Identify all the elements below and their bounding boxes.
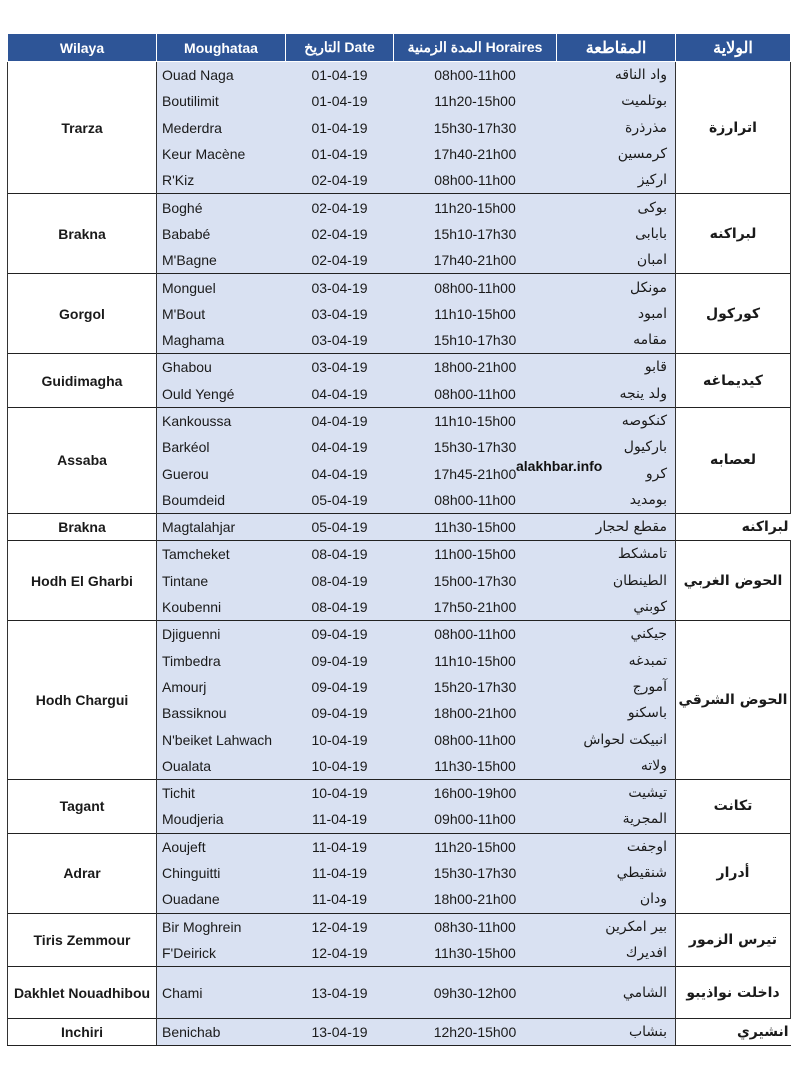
moughataa-cell: Mederdra <box>157 115 286 141</box>
moughataa-cell: Ouad Naga <box>157 62 286 89</box>
moughataa-ar-cell: آمورج <box>557 674 676 700</box>
schedule-table <box>7 33 791 1046</box>
moughataa-ar-cell: ودان <box>557 886 676 913</box>
schedule-body <box>8 62 791 1046</box>
wilaya-cell: Dakhlet Nouadhibou <box>8 967 157 1019</box>
moughataa-ar-cell: ولاته <box>557 753 676 780</box>
horaires-cell: 11h20-15h00 <box>394 833 557 860</box>
wilaya-cell: Hodh El Gharbi <box>8 541 157 621</box>
horaires-cell: 08h00-11h00 <box>394 62 557 89</box>
moughataa-cell: Koubenni <box>157 594 286 621</box>
date-cell: 12-04-19 <box>286 913 394 940</box>
date-cell: 04-04-19 <box>286 460 394 486</box>
moughataa-cell: F'Deirick <box>157 940 286 967</box>
wilaya-ar-cell: لبراكنه <box>676 194 791 274</box>
date-cell: 04-04-19 <box>286 434 394 460</box>
horaires-cell: 11h30-15h00 <box>394 753 557 780</box>
moughataa-ar-cell: كوبني <box>557 594 676 621</box>
table-row <box>8 514 791 541</box>
table-row <box>8 913 791 940</box>
moughataa-cell: Barkéol <box>157 434 286 460</box>
horaires-cell: 11h20-15h00 <box>394 88 557 114</box>
date-cell: 02-04-19 <box>286 221 394 247</box>
date-cell: 04-04-19 <box>286 381 394 408</box>
table-row <box>8 354 791 381</box>
date-cell: 05-04-19 <box>286 487 394 514</box>
moughataa-cell: Benichab <box>157 1019 286 1046</box>
horaires-cell: 11h20-15h00 <box>394 194 557 221</box>
moughataa-ar-cell: بوكى <box>557 194 676 221</box>
moughataa-ar-cell: باسكنو <box>557 700 676 726</box>
wilaya-ar-cell: الحوض الشرقي <box>676 621 791 780</box>
date-cell: 09-04-19 <box>286 621 394 648</box>
date-cell: 12-04-19 <box>286 940 394 967</box>
date-cell: 02-04-19 <box>286 247 394 274</box>
moughataa-cell: Bir Moghrein <box>157 913 286 940</box>
table-row <box>8 833 791 860</box>
header-row <box>8 34 791 62</box>
moughataa-ar-cell: الطينطان <box>557 568 676 594</box>
wilaya-ar-cell: تيرس الزمور <box>676 913 791 967</box>
moughataa-cell: Boghé <box>157 194 286 221</box>
horaires-cell: 15h10-17h30 <box>394 327 557 354</box>
wilaya-ar-cell: تكانت <box>676 780 791 834</box>
moughataa-ar-cell: ولد ينجه <box>557 381 676 408</box>
horaires-cell: 11h30-15h00 <box>394 940 557 967</box>
table-row <box>8 780 791 807</box>
moughataa-cell: Magtalahjar <box>157 514 286 541</box>
moughataa-ar-cell: قابو <box>557 354 676 381</box>
header-wilaya: Wilaya <box>8 34 157 62</box>
horaires-cell: 09h00-11h00 <box>394 806 557 833</box>
moughataa-cell: R'Kiz <box>157 167 286 194</box>
date-cell: 08-04-19 <box>286 568 394 594</box>
date-cell: 03-04-19 <box>286 274 394 301</box>
date-cell: 13-04-19 <box>286 967 394 1019</box>
wilaya-ar-cell: لعصابه <box>676 407 791 513</box>
horaires-cell: 17h40-21h00 <box>394 141 557 167</box>
table-row <box>8 407 791 434</box>
moughataa-ar-cell: اركيز <box>557 167 676 194</box>
date-cell: 02-04-19 <box>286 194 394 221</box>
moughataa-cell: Moudjeria <box>157 806 286 833</box>
horaires-cell: 09h30-12h00 <box>394 967 557 1019</box>
moughataa-ar-cell: تمبدغه <box>557 648 676 674</box>
date-cell: 10-04-19 <box>286 726 394 752</box>
date-cell: 01-04-19 <box>286 88 394 114</box>
horaires-cell: 18h00-21h00 <box>394 886 557 913</box>
moughataa-cell: Keur Macène <box>157 141 286 167</box>
date-cell: 08-04-19 <box>286 594 394 621</box>
moughataa-ar-cell: مذرذرة <box>557 115 676 141</box>
moughataa-ar-cell: مونكل <box>557 274 676 301</box>
date-cell: 10-04-19 <box>286 780 394 807</box>
horaires-cell: 17h50-21h00 <box>394 594 557 621</box>
moughataa-ar-cell: باركيول <box>557 434 676 460</box>
date-cell: 01-04-19 <box>286 115 394 141</box>
moughataa-cell: Boumdeid <box>157 487 286 514</box>
moughataa-cell: M'Bagne <box>157 247 286 274</box>
moughataa-ar-cell: اوجفت <box>557 833 676 860</box>
horaires-cell: 08h00-11h00 <box>394 726 557 752</box>
moughataa-ar-cell: انبيكت لحواش <box>557 726 676 752</box>
moughataa-ar-cell: بوتلميت <box>557 88 676 114</box>
horaires-cell: 08h00-11h00 <box>394 487 557 514</box>
wilaya-ar-cell: الحوض الغربي <box>676 541 791 621</box>
moughataa-cell: Tichit <box>157 780 286 807</box>
moughataa-ar-cell: بومديد <box>557 487 676 514</box>
moughataa-ar-cell: امبان <box>557 247 676 274</box>
wilaya-cell: Hodh Chargui <box>8 621 157 780</box>
moughataa-ar-cell: تامشكط <box>557 541 676 568</box>
moughataa-cell: Aoujeft <box>157 833 286 860</box>
watermark: alakhbar.info <box>516 458 603 474</box>
horaires-cell: 08h00-11h00 <box>394 167 557 194</box>
horaires-cell: 08h00-11h00 <box>394 381 557 408</box>
wilaya-ar-cell: انشيري <box>676 1019 791 1046</box>
date-cell: 11-04-19 <box>286 806 394 833</box>
horaires-cell: 08h00-11h00 <box>394 274 557 301</box>
moughataa-cell: Maghama <box>157 327 286 354</box>
wilaya-ar-cell: أدرار <box>676 833 791 913</box>
date-cell: 11-04-19 <box>286 860 394 886</box>
date-cell: 09-04-19 <box>286 674 394 700</box>
header-date: التاريخ Date <box>286 34 394 62</box>
date-cell: 11-04-19 <box>286 833 394 860</box>
date-cell: 10-04-19 <box>286 753 394 780</box>
moughataa-cell: Djiguenni <box>157 621 286 648</box>
horaires-cell: 11h10-15h00 <box>394 648 557 674</box>
horaires-cell: 15h30-17h30 <box>394 434 557 460</box>
moughataa-cell: Guerou <box>157 460 286 486</box>
moughataa-cell: Amourj <box>157 674 286 700</box>
moughataa-cell: Monguel <box>157 274 286 301</box>
date-cell: 05-04-19 <box>286 514 394 541</box>
wilaya-cell: Brakna <box>8 514 157 541</box>
wilaya-cell: Tagant <box>8 780 157 834</box>
moughataa-ar-cell: افديرك <box>557 940 676 967</box>
moughataa-ar-cell: تيشيت <box>557 780 676 807</box>
moughataa-ar-cell: امبود <box>557 301 676 327</box>
table-row <box>8 621 791 648</box>
date-cell: 13-04-19 <box>286 1019 394 1046</box>
horaires-cell: 15h00-17h30 <box>394 568 557 594</box>
moughataa-ar-cell: كنكوصه <box>557 407 676 434</box>
horaires-cell: 08h00-11h00 <box>394 621 557 648</box>
table-row <box>8 274 791 301</box>
horaires-cell: 08h30-11h00 <box>394 913 557 940</box>
moughataa-ar-cell: جيكني <box>557 621 676 648</box>
date-cell: 01-04-19 <box>286 62 394 89</box>
moughataa-cell: Bassiknou <box>157 700 286 726</box>
moughataa-ar-cell: بنشاب <box>557 1019 676 1046</box>
wilaya-cell: Gorgol <box>8 274 157 354</box>
wilaya-ar-cell: اترارزة <box>676 62 791 194</box>
wilaya-ar-cell: داخلت نواذيبو <box>676 967 791 1019</box>
moughataa-cell: Tintane <box>157 568 286 594</box>
table-row <box>8 541 791 568</box>
wilaya-cell: Inchiri <box>8 1019 157 1046</box>
moughataa-ar-cell: مقطع لحجار <box>557 514 676 541</box>
horaires-cell: 11h00-15h00 <box>394 541 557 568</box>
date-cell: 01-04-19 <box>286 141 394 167</box>
wilaya-cell: Assaba <box>8 407 157 513</box>
table-row <box>8 967 791 1019</box>
horaires-cell: 18h00-21h00 <box>394 700 557 726</box>
moughataa-cell: Chami <box>157 967 286 1019</box>
wilaya-cell: Guidimagha <box>8 354 157 408</box>
wilaya-ar-cell: كيديماغه <box>676 354 791 408</box>
horaires-cell: 15h30-17h30 <box>394 115 557 141</box>
moughataa-cell: Boutilimit <box>157 88 286 114</box>
moughataa-ar-cell: كرمسين <box>557 141 676 167</box>
date-cell: 08-04-19 <box>286 541 394 568</box>
date-cell: 11-04-19 <box>286 886 394 913</box>
date-cell: 03-04-19 <box>286 354 394 381</box>
wilaya-cell: Tiris Zemmour <box>8 913 157 967</box>
header-wilaya-ar: الولاية <box>676 34 791 62</box>
moughataa-ar-cell: المجرية <box>557 806 676 833</box>
header-moughataa: Moughataa <box>157 34 286 62</box>
moughataa-cell: Timbedra <box>157 648 286 674</box>
horaires-cell: 15h10-17h30 <box>394 221 557 247</box>
moughataa-cell: Bababé <box>157 221 286 247</box>
moughataa-cell: M'Bout <box>157 301 286 327</box>
horaires-cell: 11h10-15h00 <box>394 301 557 327</box>
header-moughataa-ar: المقاطعة <box>557 34 676 62</box>
table-row <box>8 1019 791 1046</box>
date-cell: 03-04-19 <box>286 327 394 354</box>
date-cell: 02-04-19 <box>286 167 394 194</box>
wilaya-ar-cell: لبراكنه <box>676 514 791 541</box>
moughataa-cell: Kankoussa <box>157 407 286 434</box>
horaires-cell: 12h20-15h00 <box>394 1019 557 1046</box>
horaires-cell: 18h00-21h00 <box>394 354 557 381</box>
moughataa-ar-cell: شنقيطي <box>557 860 676 886</box>
moughataa-cell: Tamcheket <box>157 541 286 568</box>
moughataa-cell: N'beiket Lahwach <box>157 726 286 752</box>
horaires-cell: 11h10-15h00 <box>394 407 557 434</box>
moughataa-cell: Ouadane <box>157 886 286 913</box>
header-horaires: المدة الزمنية Horaires <box>394 34 557 62</box>
wilaya-cell: Brakna <box>8 194 157 274</box>
wilaya-ar-cell: كوركول <box>676 274 791 354</box>
moughataa-cell: Oualata <box>157 753 286 780</box>
date-cell: 03-04-19 <box>286 301 394 327</box>
moughataa-cell: Chinguitti <box>157 860 286 886</box>
moughataa-cell: Ghabou <box>157 354 286 381</box>
date-cell: 09-04-19 <box>286 648 394 674</box>
horaires-cell: 16h00-19h00 <box>394 780 557 807</box>
table-row <box>8 194 791 221</box>
moughataa-ar-cell: مقامه <box>557 327 676 354</box>
horaires-cell: 17h45-21h00 <box>394 460 557 486</box>
horaires-cell: 15h30-17h30 <box>394 860 557 886</box>
table-row <box>8 62 791 89</box>
horaires-cell: 17h40-21h00 <box>394 247 557 274</box>
moughataa-ar-cell: بير امكرين <box>557 913 676 940</box>
moughataa-ar-cell: بابابى <box>557 221 676 247</box>
moughataa-cell: Ould Yengé <box>157 381 286 408</box>
moughataa-ar-cell: كرو <box>557 460 676 486</box>
date-cell: 09-04-19 <box>286 700 394 726</box>
horaires-cell: 15h20-17h30 <box>394 674 557 700</box>
moughataa-ar-cell: الشامي <box>557 967 676 1019</box>
horaires-cell: 11h30-15h00 <box>394 514 557 541</box>
moughataa-ar-cell: واد الناقه <box>557 62 676 89</box>
wilaya-cell: Adrar <box>8 833 157 913</box>
date-cell: 04-04-19 <box>286 407 394 434</box>
wilaya-cell: Trarza <box>8 62 157 194</box>
